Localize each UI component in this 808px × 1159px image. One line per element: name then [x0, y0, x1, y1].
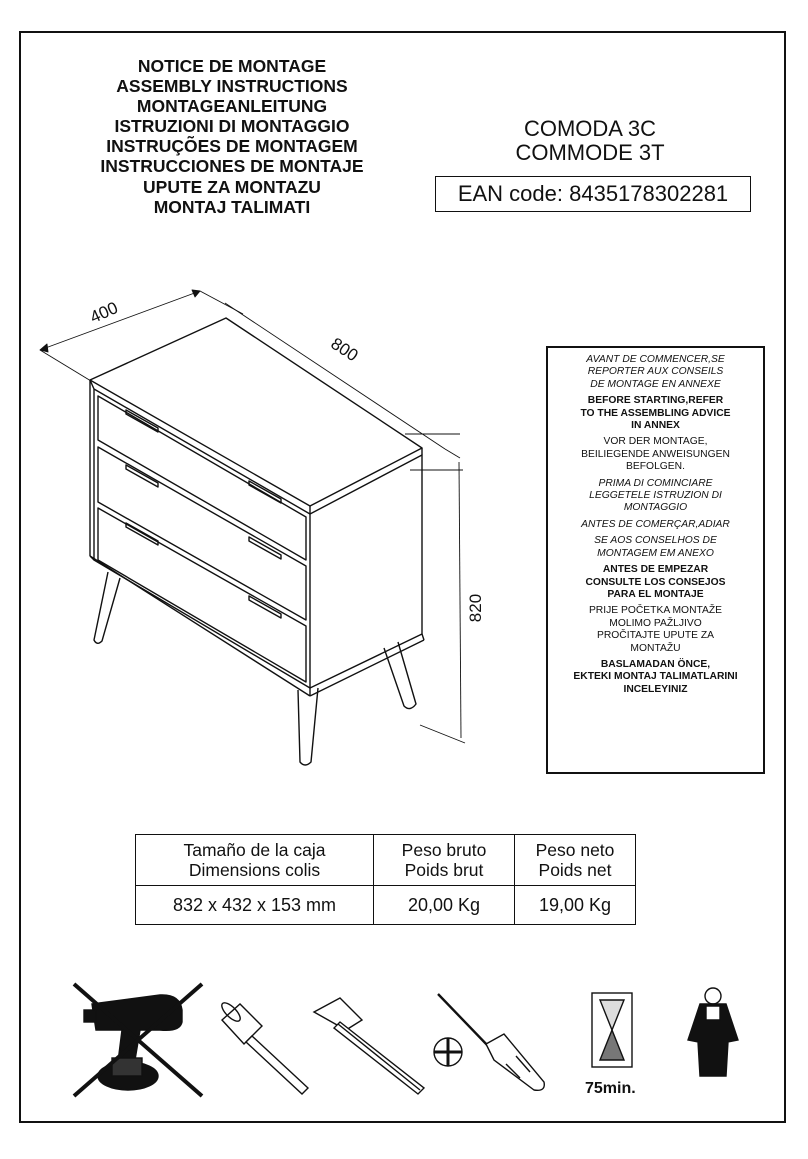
advice-en: BEFORE STARTING,REFER TO THE ASSEMBLING ADVICE IN ANNEX: [580, 395, 731, 432]
title-fr: NOTICE DE MONTAGE: [137, 56, 327, 76]
advice-es: ANTES DE EMPEZAR CONSULTE LOS CONSEJOS PARA EL MONTAJE: [585, 564, 726, 600]
dimension-height-label: 820: [466, 593, 486, 623]
assembly-time-label: 75min.: [585, 1080, 636, 1097]
value-net-weight: 19,00 Kg: [515, 886, 636, 925]
drill-crossed-icon: [74, 984, 202, 1096]
header-net-weight: Peso neto Poids net: [515, 835, 636, 886]
advice-it: PRIMA DI COMINCIARE LEGGETELE ISTRUZION DI MONTAGGIO: [589, 477, 722, 514]
hourglass-icon: [592, 993, 632, 1067]
dimension-width-label: 800: [327, 333, 362, 366]
title-tr: MONTAJ TALIMATI: [153, 196, 311, 217]
one-person-icon: [688, 988, 738, 1076]
advice-hr: PRIJE POČETKA MONTAŽE MOLIMO PAŽLJIVO PROČITAJTE UPUTE ZA MONTAŽU: [588, 605, 723, 654]
title-pt: INSTRUÇÕES DE MONTAGEM: [106, 136, 358, 157]
title-en: ASSEMBLY INSTRUCTIONS: [116, 76, 348, 97]
advice-pt-1: ANTES DE COMERÇAR,ADIAR: [581, 518, 730, 530]
ean-code: EAN code: 8435178302281: [435, 176, 751, 212]
mallet-icon: [219, 1000, 308, 1094]
advice-tr: BASLAMADAN ÖNCE, EKTEKI MONTAJ TALIMATLARINI INCELEYINIZ: [573, 658, 738, 695]
product-name-fr: COMMODE 3T: [515, 140, 665, 165]
value-box-size: 832 x 432 x 153 mm: [136, 886, 374, 925]
hammer-icon: [314, 998, 424, 1094]
dimension-depth-label: 400: [87, 298, 121, 327]
title-de: MONTAGEANLEITUNG: [136, 96, 328, 117]
advice-de: VOR DER MONTAGE, BEILIEGENDE ANWEISUNGEN BEFOLGEN.: [581, 436, 730, 473]
advice-pt-2: SE AOS CONSELHOS DE MONTAGEM EM ANEXO: [594, 535, 717, 559]
value-gross-weight: 20,00 Kg: [374, 886, 515, 925]
title-it: ISTRUZIONI DI MONTAGGIO: [114, 116, 350, 137]
screwdriver-icon: [434, 994, 544, 1090]
title-es: INSTRUCCIONES DE MONTAJE: [100, 156, 364, 177]
title-hr: UPUTE ZA MONTAZU: [143, 176, 321, 197]
advice-fr: AVANT DE COMMENCER,SE REPORTER AUX CONSEILS DE MONTAGE EN ANNEXE: [586, 354, 725, 390]
header-box-size: Tamaño de la caja Dimensions colis: [136, 835, 374, 886]
product-name-es: COMODA 3C: [523, 116, 657, 141]
header-gross-weight: Peso bruto Poids brut: [374, 835, 515, 886]
